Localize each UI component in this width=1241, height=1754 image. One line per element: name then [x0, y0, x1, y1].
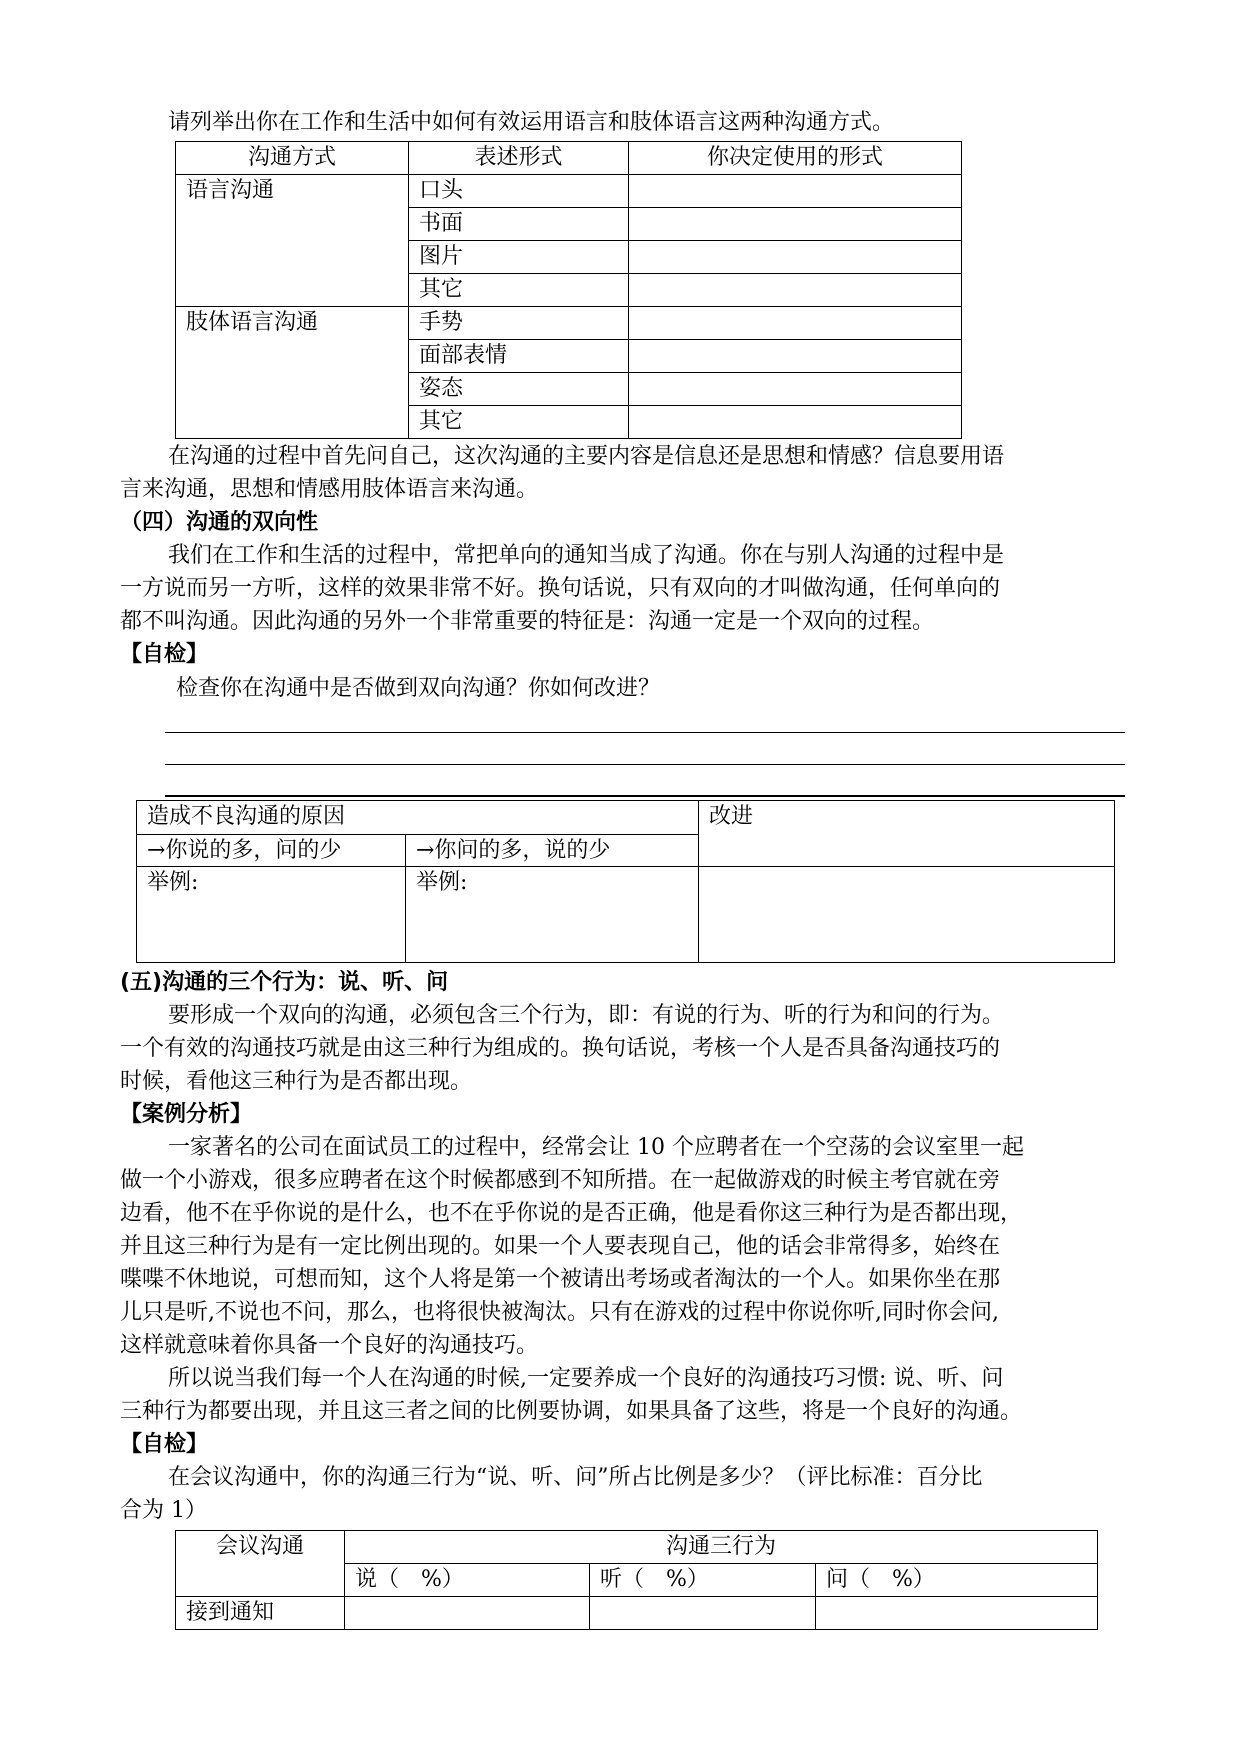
self-check-1-question: 检查你在沟通中是否做到双向沟通？你如何改进？ — [176, 676, 661, 701]
self-check-1-title: 【自检】 — [120, 642, 209, 667]
case-line-6: 儿只是听,不说也不问，那么，也将很快被淘汰。只有在游戏的过程中你说你听,同时你会问, — [120, 1300, 999, 1325]
communication-methods-table — [175, 141, 962, 439]
table1-form-cell: 手势 — [409, 307, 629, 340]
paragraph-1-line-2: 言来沟通，思想和情感用肢体语言来沟通。 — [120, 477, 539, 502]
table1-choice-cell[interactable] — [629, 406, 962, 439]
table1-form-cell: 书面 — [409, 208, 629, 241]
intro-text: 请列举出你在工作和生活中如何有效运用语言和肢体语言这两种沟通方式。 — [168, 110, 895, 135]
table2-improve-header: 改进 — [699, 801, 1115, 867]
table3-listen-cell[interactable] — [590, 1597, 816, 1630]
table2-improve-cell[interactable] — [699, 867, 1115, 963]
table3-row-notice: 接到通知 — [176, 1597, 345, 1630]
table1-header-choice: 你决定使用的形式 — [629, 142, 962, 175]
paragraph-4-line-1: 所以说当我们每一个人在沟通的时候,一定要养成一个良好的沟通技巧习惯: 说、听、问 — [168, 1366, 1004, 1391]
paragraph-3-line-2: 一个有效的沟通技巧就是由这三种行为组成的。换句话说，考核一个人是否具备沟通技巧的 — [120, 1036, 1001, 1061]
table1-form-cell: 其它 — [409, 274, 629, 307]
paragraph-2-line-1: 我们在工作和生活的过程中，常把单向的通知当成了沟通。你在与别人沟通的过程中是 — [168, 543, 1005, 568]
table1-group-body: 肢体语言沟通 — [176, 307, 409, 439]
table3-listen-header: 听（ %） — [590, 1564, 816, 1597]
table3-ask-header: 问（ %） — [816, 1564, 1098, 1597]
case-analysis-title: 【案例分析】 — [120, 1102, 253, 1127]
table3-ask-cell[interactable] — [816, 1597, 1098, 1630]
table1-form-cell: 面部表情 — [409, 340, 629, 373]
paragraph-2-line-2: 一方说而另一方听，这样的效果非常不好。换句话说，只有双向的才叫做沟通，任何单向的 — [120, 576, 1001, 601]
table1-group-verbal: 语言沟通 — [176, 175, 409, 307]
table1-choice-cell[interactable] — [629, 340, 962, 373]
table1-choice-cell[interactable] — [629, 307, 962, 340]
self-check-2-line-2: 合为 1） — [120, 1498, 207, 1523]
section-5-title: (五)沟通的三个行为：说、听、问 — [120, 970, 449, 995]
table2-case-ask-more: →你问的多，说的少 — [406, 835, 699, 867]
case-line-1: 一家著名的公司在面试员工的过程中，经常会让 10 个应聘者在一个空荡的会议室里一起 — [168, 1135, 1024, 1160]
table2-cause-header: 造成不良沟通的原因 — [137, 801, 699, 835]
paragraph-3-line-3: 时候，看他这三种行为是否都出现。 — [120, 1069, 473, 1094]
self-check-2-title: 【自检】 — [120, 1432, 209, 1457]
table3-say-header: 说（ %） — [345, 1564, 590, 1597]
table3-say-cell[interactable] — [345, 1597, 590, 1630]
table1-choice-cell[interactable] — [629, 175, 962, 208]
answer-line[interactable] — [165, 764, 1125, 765]
table1-form-cell: 口头 — [409, 175, 629, 208]
table2-example-b[interactable]: 举例: — [406, 867, 699, 963]
table1-choice-cell[interactable] — [629, 373, 962, 406]
table1-choice-cell[interactable] — [629, 241, 962, 274]
paragraph-2-line-3: 都不叫沟通。因此沟通的另外一个非常重要的特征是：沟通一定是一个双向的过程。 — [120, 609, 935, 634]
case-line-3: 边看，他不在乎你说的是什么，也不在乎你说的是否正确，他是看你这三种行为是否都出现， — [120, 1201, 1023, 1226]
self-check-2-line-1: 在会议沟通中，你的沟通三行为“说、听、问”所占比例是多少？（评比标准：百分比 — [168, 1465, 983, 1490]
case-line-4: 并且这三种行为是有一定比例出现的。如果一个人要表现自己，他的话会非常得多，始终在 — [120, 1234, 1001, 1259]
table2-example-a[interactable]: 举例: — [137, 867, 406, 963]
table1-header-method: 沟通方式 — [176, 142, 409, 175]
table1-choice-cell[interactable] — [629, 274, 962, 307]
paragraph-1-line-1: 在沟通的过程中首先问自己，这次沟通的主要内容是信息还是思想和情感？信息要用语 — [168, 444, 1005, 469]
table1-choice-cell[interactable] — [629, 208, 962, 241]
case-line-2: 做一个小游戏，很多应聘者在这个时候都感到不知所措。在一起做游戏的时候主考官就在旁 — [120, 1168, 1001, 1193]
paragraph-4-line-2: 三种行为都要出现，并且这三者之间的比例要协调，如果具备了这些，将是一个良好的沟通。 — [120, 1399, 1023, 1424]
table1-form-cell: 图片 — [409, 241, 629, 274]
case-line-7: 这样就意味着你具备一个良好的沟通技巧。 — [120, 1333, 539, 1358]
table1-header-form: 表述形式 — [409, 142, 629, 175]
answer-line[interactable] — [165, 795, 1125, 797]
poor-communication-table — [136, 800, 1115, 963]
meeting-behavior-table — [175, 1530, 1098, 1630]
answer-line[interactable] — [165, 732, 1125, 733]
table3-meeting-header: 会议沟通 — [176, 1531, 345, 1597]
table1-form-cell: 姿态 — [409, 373, 629, 406]
table3-group-header: 沟通三行为 — [345, 1531, 1098, 1564]
case-line-5: 喋喋不休地说，可想而知，这个人将是第一个被请出考场或者淘汰的一个人。如果你坐在那 — [120, 1267, 1001, 1292]
section-4-title: （四）沟通的双向性 — [120, 510, 319, 535]
table2-case-say-more: →你说的多，问的少 — [137, 835, 406, 867]
paragraph-3-line-1: 要形成一个双向的沟通，必须包含三个行为，即：有说的行为、听的行为和问的行为。 — [168, 1003, 1005, 1028]
table1-form-cell: 其它 — [409, 406, 629, 439]
